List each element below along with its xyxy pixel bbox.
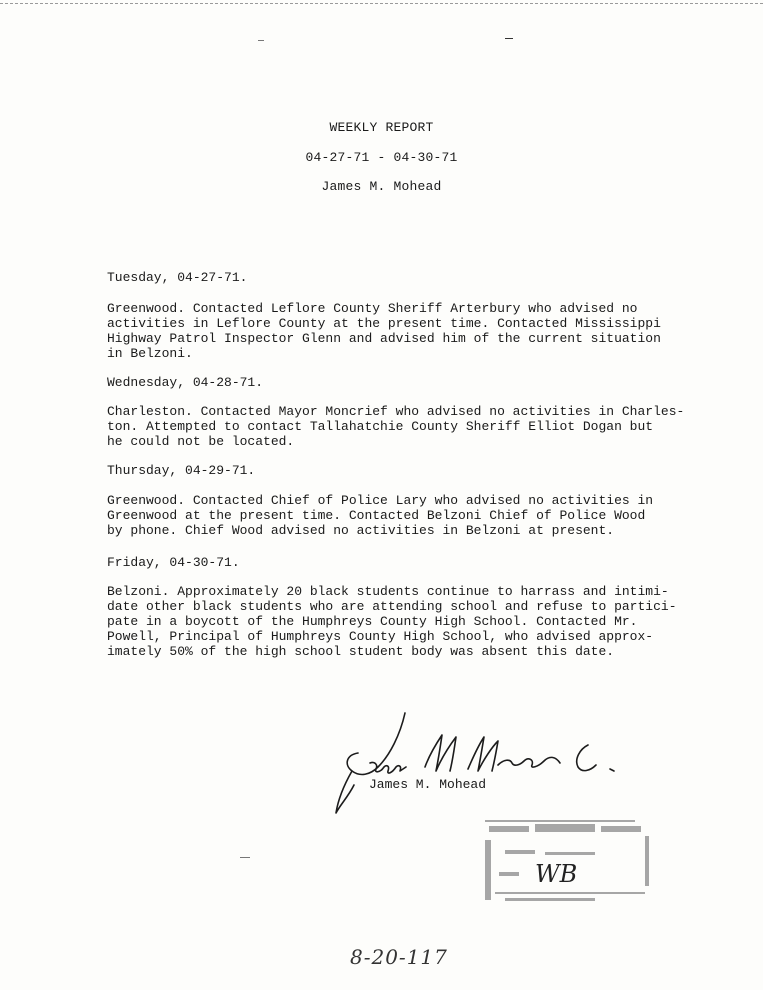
entry-body-wednesday: Charleston. Contacted Mayor Moncrief who advised no activities in Charles- ton. Attempted to contact Tallahatchie County Sheriff Elliot Dogan but he could not be located. (107, 404, 685, 449)
signature-stroke (468, 737, 498, 771)
entry-date-wednesday: Wednesday, 04-28-71. (107, 375, 264, 390)
signature-stroke (336, 771, 354, 813)
top-edge-rule (0, 3, 763, 4)
entry-date-thursday: Thursday, 04-29-71. (107, 463, 256, 478)
signature-stroke (498, 757, 560, 767)
scan-speck (240, 857, 250, 858)
handwritten-signature (330, 705, 630, 825)
stamp-bar (485, 840, 491, 900)
entry-body-thursday: Greenwood. Contacted Chief of Police Lary who advised no activities in Greenwood at the present time. Contacted Belzoni Chief of Police Wood by phone. Chief Wood advised no activities in Belzoni at present. (107, 493, 654, 538)
signature-stroke (577, 745, 596, 771)
received-stamp (475, 812, 660, 912)
signature-stroke (610, 769, 614, 771)
signature-stroke (370, 762, 406, 773)
stamp-bar (535, 824, 595, 832)
stamp-bar (499, 872, 519, 876)
signature-stroke (425, 735, 456, 771)
scan-speck (258, 40, 264, 41)
report-title: WEEKLY REPORT (329, 120, 434, 135)
entry-body-friday: Belzoni. Approximately 20 black students continue to harrass and intimi- date other black students who are attending school and refuse to partici- pate in a boycott of the Humphreys County High School. Contacted Mr. Powell, Principal of Humphreys County High School, who advised approx- imately 50% of the high school student body was absent this date. (107, 584, 677, 659)
stamp-bar (495, 892, 645, 894)
stamp-bar (485, 820, 635, 822)
handwritten-file-number: 8-20-117 (350, 945, 448, 969)
typed-signature-name: James M. Mohead (369, 777, 487, 792)
scan-speck (505, 38, 513, 39)
stamp-bar (489, 826, 529, 832)
entry-date-tuesday: Tuesday, 04-27-71. (107, 270, 248, 285)
stamp-bar (505, 898, 595, 901)
report-date-range: 04-27-71 - 04-30-71 (305, 150, 458, 165)
report-author: James M. Mohead (321, 179, 442, 194)
stamp-initials: WB (535, 860, 578, 888)
stamp-bar (601, 826, 641, 832)
stamp-bar (505, 850, 535, 854)
entry-date-friday: Friday, 04-30-71. (107, 555, 240, 570)
stamp-bar (545, 852, 595, 855)
entry-body-tuesday: Greenwood. Contacted Leflore County Sheriff Arterbury who advised no activities in Leflore County at the present time. Contacted Mississippi Highway Patrol Inspector Glenn and advised him of the current situation in Belzoni. (107, 301, 661, 361)
stamp-bar (645, 836, 649, 886)
